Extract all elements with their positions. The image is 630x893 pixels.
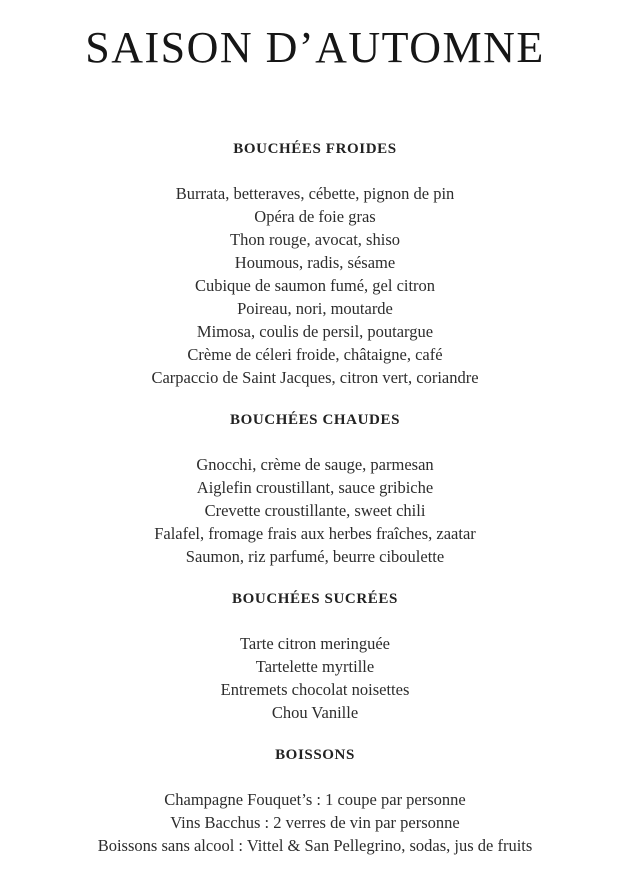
section-heading: BOISSONS	[275, 747, 355, 763]
menu-item: Carpaccio de Saint Jacques, citron vert, coriandre	[151, 368, 479, 387]
menu-item: Gnocchi, crème de sauge, parmesan	[196, 455, 434, 474]
menu-item: Boissons sans alcool : Vittel & San Pellegrino, sodas, jus de fruits	[97, 836, 533, 855]
menu-section	[35, 141, 595, 389]
menu-item: Crevette croustillante, sweet chili	[204, 501, 426, 520]
section-heading: BOUCHÉES SUCRÉES	[232, 591, 398, 607]
page-title: SAISON D’AUTOMNE	[85, 23, 545, 72]
menu-item: Chou Vanille	[271, 703, 359, 722]
menu-item: Vins Bacchus : 2 verres de vin par personne	[170, 813, 460, 832]
menu-section	[35, 412, 595, 568]
menu-item: Cubique de saumon fumé, gel citron	[194, 276, 436, 295]
menu-item: Poireau, nori, moutarde	[237, 299, 393, 318]
menu-item: Aiglefin croustillant, sauce gribiche	[196, 478, 434, 497]
menu-item: Opéra de foie gras	[254, 207, 376, 226]
menu-item: Thon rouge, avocat, shiso	[229, 230, 400, 249]
section-items	[35, 182, 595, 389]
menu-item: Houmous, radis, sésame	[234, 253, 396, 272]
section-items	[35, 788, 595, 857]
menu	[35, 141, 595, 857]
menu-section	[35, 591, 595, 724]
menu-item: Entremets chocolat noisettes	[220, 680, 410, 699]
menu-item: Burrata, betteraves, cébette, pignon de pin	[175, 184, 455, 203]
menu-item: Crème de céleri froide, châtaigne, café	[187, 345, 443, 364]
menu-item: Tartelette myrtille	[255, 657, 375, 676]
menu-item: Saumon, riz parfumé, beurre ciboulette	[185, 547, 445, 566]
section-heading: BOUCHÉES FROIDES	[233, 141, 397, 157]
menu-section	[35, 747, 595, 857]
section-items	[35, 453, 595, 568]
menu-item: Tarte citron meringuée	[239, 634, 391, 653]
menu-item: Champagne Fouquet’s : 1 coupe par personne	[164, 790, 466, 809]
section-items	[35, 632, 595, 724]
menu-item: Falafel, fromage frais aux herbes fraîches, zaatar	[154, 524, 476, 543]
section-heading: BOUCHÉES CHAUDES	[229, 412, 401, 428]
menu-item: Mimosa, coulis de persil, poutargue	[196, 322, 434, 341]
